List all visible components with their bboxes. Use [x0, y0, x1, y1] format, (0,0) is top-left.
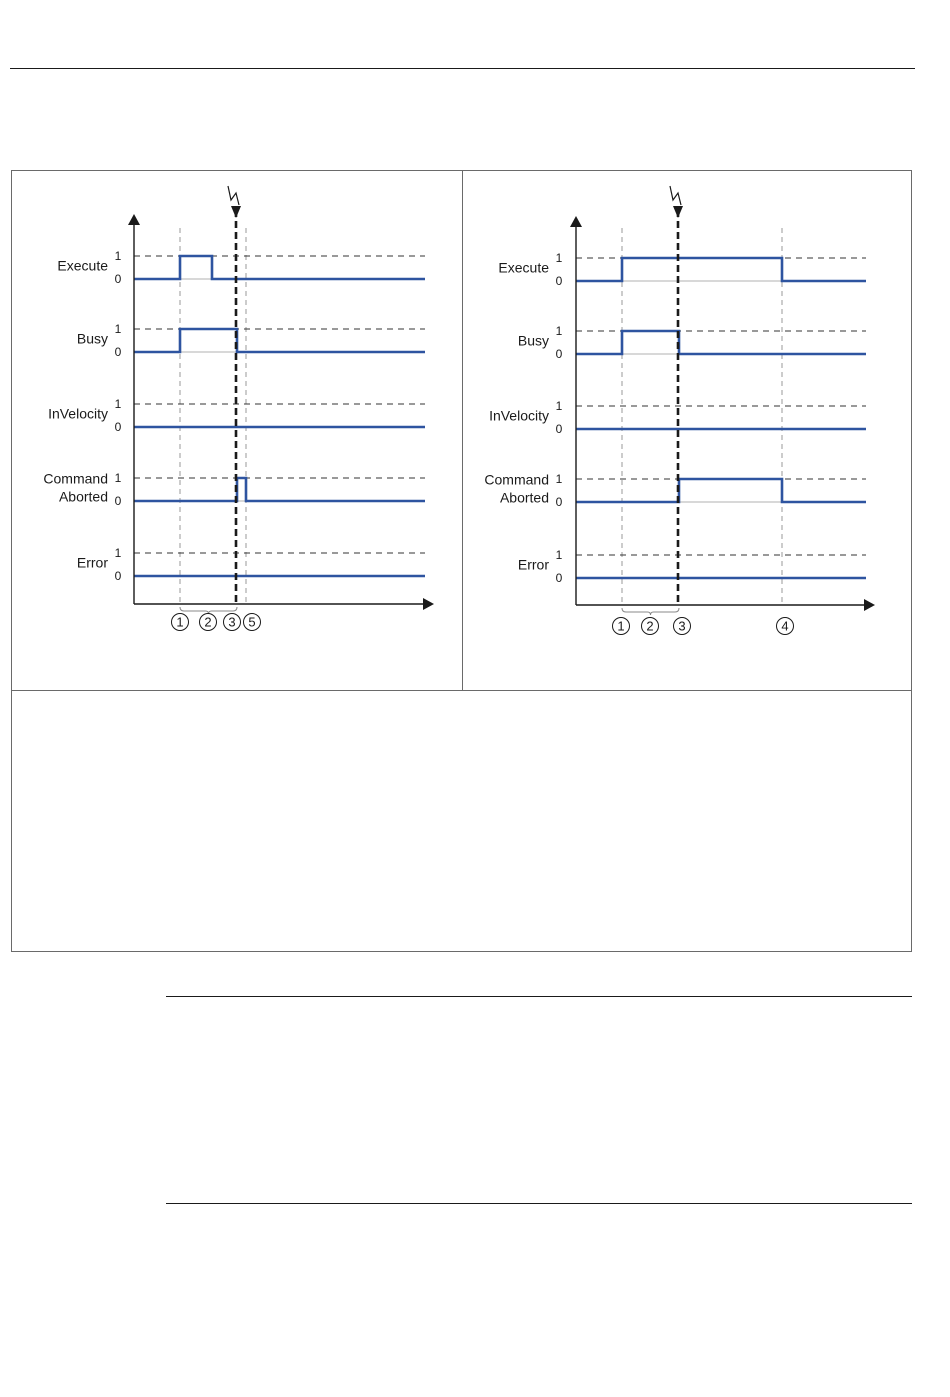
timing-diagram-left	[43, 186, 434, 631]
level-label-low: 0	[555, 495, 563, 509]
abort-event-arrowhead	[673, 206, 683, 218]
abort-event-arrowhead	[231, 206, 241, 218]
level-label-high: 1	[114, 249, 122, 263]
step-marker-number: 5	[248, 614, 256, 630]
level-label-low: 0	[555, 422, 563, 436]
signal-waveform-command-aborted	[134, 478, 425, 501]
signal-waveform-execute	[134, 256, 425, 279]
signal-waveform-busy	[134, 329, 425, 352]
level-label-high: 1	[114, 471, 122, 485]
level-label-high: 1	[114, 322, 122, 336]
level-label-high: 1	[555, 251, 563, 265]
level-label-high: 1	[555, 399, 563, 413]
level-label-low: 0	[114, 272, 122, 286]
signal-waveform-busy	[576, 331, 866, 354]
level-label-low: 0	[114, 494, 122, 508]
signal-label-command-aborted: Command	[43, 470, 108, 487]
signal-label-execute: Execute	[57, 257, 108, 274]
signal-waveform-execute	[576, 258, 866, 281]
step-marker-number: 2	[204, 614, 212, 630]
time-axis-arrowhead	[864, 599, 875, 611]
step-marker-number: 3	[228, 614, 236, 630]
step-marker-number: 1	[617, 618, 625, 634]
signal-label-busy: Busy	[517, 332, 549, 349]
level-label-low: 0	[555, 571, 563, 585]
figure-frame	[12, 171, 912, 952]
level-label-low: 0	[555, 274, 563, 288]
step-marker-number: 4	[781, 618, 789, 634]
lightning-bolt-icon	[670, 186, 681, 205]
level-label-low: 0	[114, 345, 122, 359]
timing-diagram-right	[484, 186, 875, 635]
step-marker-number: 2	[646, 618, 654, 634]
signal-label-command-aborted: Command	[484, 471, 549, 488]
level-label-high: 1	[555, 472, 563, 486]
level-label-low: 0	[114, 420, 122, 434]
level-label-low: 0	[114, 569, 122, 583]
time-axis-arrowhead	[423, 598, 434, 610]
signal-label-execute: Execute	[498, 259, 549, 276]
level-label-low: 0	[555, 347, 563, 361]
signal-label-error: Error	[76, 554, 108, 571]
lightning-bolt-icon	[228, 186, 239, 205]
signal-waveform-command-aborted	[576, 479, 866, 502]
signal-axis-arrowhead	[128, 214, 140, 225]
signal-label-command-aborted: Aborted	[58, 488, 108, 505]
interval-brace	[622, 608, 679, 615]
signal-axis-arrowhead	[570, 216, 582, 227]
level-label-high: 1	[555, 548, 563, 562]
signal-label-busy: Busy	[76, 330, 108, 347]
level-label-high: 1	[555, 324, 563, 338]
signal-label-invelocity: InVelocity	[48, 405, 108, 422]
level-label-high: 1	[114, 397, 122, 411]
signal-label-command-aborted: Aborted	[499, 489, 549, 506]
interval-brace	[180, 607, 237, 614]
section-rule-bottom	[166, 1203, 912, 1204]
level-label-high: 1	[114, 546, 122, 560]
step-marker-number: 3	[678, 618, 686, 634]
signal-label-error: Error	[517, 556, 549, 573]
step-marker-number: 1	[176, 614, 184, 630]
signal-label-invelocity: InVelocity	[489, 407, 549, 424]
